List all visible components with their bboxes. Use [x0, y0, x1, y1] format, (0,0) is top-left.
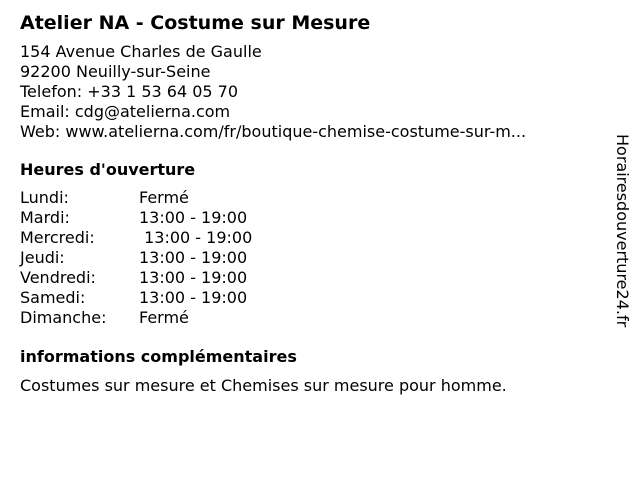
hours-day: Jeudi: [20, 248, 65, 267]
hours-day: Lundi: [20, 188, 69, 207]
hours-value: 13:00 - 19:00 [139, 268, 248, 287]
hours-row-friday [20, 268, 600, 288]
additional-info-title: informations complémentaires [20, 347, 297, 366]
hours-value: 13:00 - 19:00 [139, 228, 253, 247]
hours-row-sunday [20, 308, 600, 328]
email-line: Email: cdg@atelierna.com [20, 102, 231, 121]
website-line: Web: www.atelierna.com/fr/boutique-chemise-costume-sur-m... [20, 122, 527, 141]
business-name: Atelier NA - Costume sur Mesure [20, 12, 371, 34]
hours-value: 13:00 - 19:00 [139, 248, 248, 267]
brand-watermark: Horairesdouverture24.fr [613, 134, 632, 328]
opening-hours-title: Heures d'ouverture [20, 160, 196, 179]
additional-info-text: Costumes sur mesure et Chemises sur mesure pour homme. [20, 376, 507, 395]
address-line-2: 92200 Neuilly-sur-Seine [20, 62, 211, 81]
hours-row-tuesday [20, 208, 600, 228]
address-line-1: 154 Avenue Charles de Gaulle [20, 42, 262, 61]
hours-day: Samedi: [20, 288, 86, 307]
hours-value: Fermé [139, 308, 189, 327]
hours-row-monday [20, 188, 600, 208]
hours-day: Dimanche: [20, 308, 107, 327]
hours-day: Vendredi: [20, 268, 96, 287]
hours-value: 13:00 - 19:00 [139, 208, 248, 227]
phone-line: Telefon: +33 1 53 64 05 70 [20, 82, 239, 101]
hours-day: Mardi: [20, 208, 70, 227]
hours-row-thursday [20, 248, 600, 268]
hours-row-saturday [20, 288, 600, 308]
business-card [20, 10, 600, 396]
hours-value: Fermé [139, 188, 189, 207]
hours-day: Mercredi: [20, 228, 95, 247]
hours-value: 13:00 - 19:00 [139, 288, 248, 307]
hours-row-wednesday [20, 228, 600, 248]
